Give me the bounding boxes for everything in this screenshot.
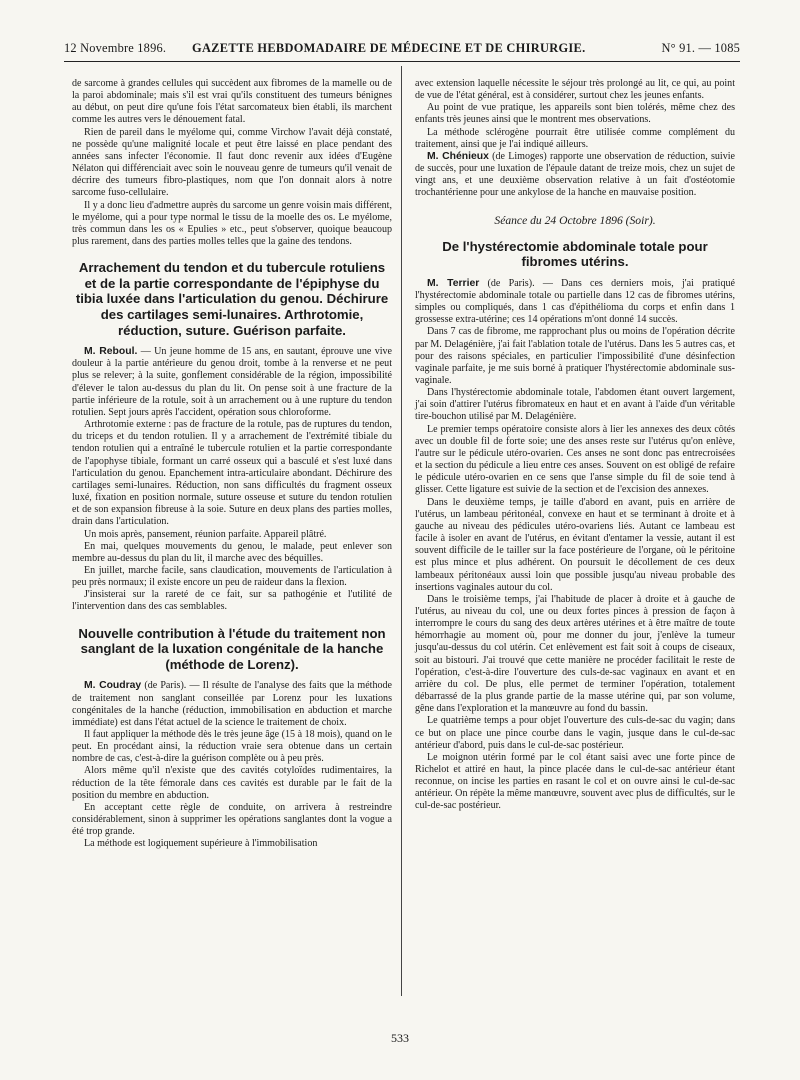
paragraph: Un mois après, pansement, réunion parfaite. Appareil plâtré.	[84, 528, 327, 540]
paragraph-text: — Un jeune homme de 15 ans, en sautant, éprouve une vive douleur à la partie antérieure du genou droit, tombe à la renverse et ne peut plus se relever; à la suite, gonflement considérable de la région, impossibilité d'élever le talon au-dessus du plan du lit. On pense soit à une fracture de la partie inférieure de la rotule, soit à un arrachement ou à une rupture du tendon rotulien. Sept jours après l'accident, opération sous chloroforme.	[72, 346, 392, 418]
left-column	[72, 78, 392, 851]
paragraph: La méthode sclérogène pourrait être utilisée comme complément du traitement, ainsi que je l'ai indiqué ailleurs.	[415, 126, 735, 150]
paragraph: Au point de vue pratique, les appareils sont bien tolérés, même chez des enfants très jeunes ainsi que le montrent mes observations.	[415, 102, 735, 126]
column-divider	[401, 66, 402, 996]
paragraph: J'insisterai sur la rareté de ce fait, sur sa pathogénie et l'utilité de l'intervention dans des cas semblables.	[72, 589, 392, 613]
paragraph-text: (de Paris). — Il résulte de l'analyse des faits que la méthode de traitement non sanglant conseillée par Lorenz pour les luxations congénitales de la hanche (réduction, immobilisation en abduction et marche immédiate) est dans l'état actuel de la science le traitement de choix.	[72, 680, 392, 728]
paragraph: Il faut appliquer la méthode dès le très jeune âge (15 à 18 mois), quand on le peut. En procédant ainsi, la réduction vraie sera obtenue dans un certain nombre de cas, c'est-à-dire la guérison complète ou à peu près.	[72, 729, 392, 765]
author-name: M. Reboul.	[84, 346, 138, 358]
running-header	[64, 38, 740, 60]
paragraph-text: (de Paris). — Dans ces derniers mois, j'ai pratiqué l'hystérectomie abdominale totale ou partielle dans 12 cas de fibromes utérins, simples ou compliqués, dans 1 cas d'épithélioma du corps et enfin dans 1 grossesse extra-utérine; ces 14 opérations m'ont donné 14 succès.	[415, 277, 735, 326]
author-name: M. Chénieux	[427, 150, 489, 162]
author-name: M. Terrier	[427, 277, 480, 289]
paragraph: Il y a donc lieu d'admettre auprès du sarcome un genre voisin mais différent, le myélome, qui a pour type normal le tissu de la moelle des os. Le myélome, très commun dans les os « Epulies » etc., peut s'observer, quoique beaucoup plus rarement, dans des parties molles telles que la gaine des tendons.	[72, 199, 392, 248]
right-column	[415, 78, 735, 813]
paragraph	[415, 151, 735, 200]
paragraph: Alors même qu'il n'existe que des cavités cotyloïdes rudimentaires, la réduction de la tête fémorale dans ces cavités est durable par le fait de la position du membre en abduction.	[72, 765, 392, 801]
paragraph: Dans 7 cas de fibrome, me rapprochant plus ou moins de l'opération décrite par M. Delagénière, j'ai fait l'ablation totale de l'utérus. Dans les 5 autres cas, et pour des raisons spéciales, en particulier l'impossibilité d'une désinfection vaginale parfaite, je me suis borné à pratiquer l'hystérectomie abdominale sus-vaginale.	[415, 326, 735, 386]
paragraph	[72, 346, 392, 419]
session-heading: Séance du 24 Octobre 1896 (Soir).	[494, 213, 656, 227]
paragraph	[415, 278, 735, 327]
paragraph: Dans l'hystérectomie abdominale totale, l'abdomen étant ouvert largement, j'ai soin d'attirer l'utérus fibromateux en haut et en avant à l'aide d'un véritable tire-bouchon utilisé par M. Delagénière.	[415, 387, 735, 423]
paragraph: Rien de pareil dans le myélome qui, comme Virchow l'avait déjà constaté, ne possède qu'une malignité locale et peut être laissé en place pendant des années sans infecter l'économie. Il faut donc revenir aux idées d'Eugène Nélaton qui différenciait avec soin le nouveau genre de tumeurs qu'il venait de décrire des tumeurs fibro-plastiques, nom que l'on donnait alors à notre sarcome fuso-cellulaire.	[72, 126, 392, 199]
paragraph: Arthrotomie externe : pas de fracture de la rotule, pas de ruptures du tendon, du triceps et du tendon rotulien. Il y a arrachement de l'extrémité tibiale du tendon rotulien qui a entraîné le tubercule rotulien et la partie correspondante de l'apophyse tibiale, formant un carré osseux qui a basculé et s'est luxé dans l'articulation du genou. Epanchement intra-articulaire abondant. Déchirure des cartilages semi-lunaires. Réduction, non sans difficultés du fragment osseux luxé, fixation en position normale, suture osseuse et suture du tendon rotulien et de son expansion fibreuse à la soie. Suture en deux plans des parties molles, drain dans l'articulation.	[72, 419, 392, 528]
section-heading-coudray: Nouvelle contribution à l'étude du traitement non sanglant de la luxation congénitale de la hanche (méthode de Lorenz).	[78, 625, 386, 672]
issue-number: N° 91. — 1085	[661, 41, 740, 55]
paragraph: En juillet, marche facile, sans claudication, mouvements de l'articulation à peu près normaux; il existe encore un peu de raideur dans la flexion.	[72, 564, 392, 589]
header-date: 12 Novembre 1896.	[64, 41, 167, 55]
section-heading-terrier: De l'hystérectomie abdominale totale pour fibromes utérins.	[442, 238, 708, 270]
paragraph: Dans le deuxième temps, je taille d'abord en avant, puis en arrière de l'utérus, un lambeau péritonéal, convexe en haut et se terminant à droite et à gauche au niveau des pédicules utéro-ovariens liés. Autant ce lambeau est facile à isoler en avant de l'utérus, en évitant d'entamer la vessie, autant il est souvent difficile de le tailler sur la face postérieure de l'organe, où le péritoine est plus mince et plus adhérent. On poursuit le décollement de ces deux lambeaux péritonéaux aussi loin que possible jusqu'au niveau probable des insertions vaginales autour du col.	[415, 496, 735, 593]
paragraph: Le moignon utérin formé par le col étant saisi avec une forte pince de Richelot et attiré en haut, la pince placée dans le cul-de-sac antérieur étant reconnue, on incise les parties en rasant le col et on ouvre ainsi le cul-de-sac antérieur. On répète la même manœuvre, souvent avec plus de difficultés, sur le cul-de-sac postérieur.	[415, 751, 735, 812]
author-name: M. Coudray	[84, 680, 142, 692]
page-number: 533	[391, 1031, 409, 1045]
paragraph: de sarcome à grandes cellules qui succèdent aux fibromes de la mamelle ou de la paroi abdominale; mais s'il est vrai qu'ils constituent des tumeurs bénignes au début, on peut dire qu'une fois l'état sarcomateux bien établi, ils marchent comme les autres vers le dénouement fatal.	[72, 78, 392, 126]
section-heading-reboul: Arrachement du tendon et du tubercule rotuliens et de la partie correspondante de l'épiphyse du tibia luxée dans l'articulation du genou. Déchirure des cartilages semi-lunaires. Arthrotomie, réduction, suture. Guérison parfaite.	[75, 260, 389, 338]
paragraph-text: (de Limoges) rapporte une observation de réduction, suivie de succès, pour une luxation de l'épaule datant de treize mois, chez un sujet de vingt ans, et une deuxième observation relative à un fait d'ostéotomie trochantérienne pour une ankylose de la hanche en mauvaise position.	[415, 150, 735, 199]
paragraph	[72, 680, 392, 729]
header-rule	[64, 61, 740, 62]
paragraph: avec extension laquelle nécessite le séjour très prolongé au lit, ce qui, au point de vue de l'état général, est à considérer, surtout chez les jeunes enfants.	[415, 78, 735, 102]
paragraph: La méthode est logiquement supérieure à l'immobilisation	[84, 838, 318, 850]
paragraph: Dans le troisième temps, j'ai l'habitude de placer à droite et à gauche de l'utérus, au niveau du col, une ou deux fortes pinces à pression de façon à interrompre le cours du sang des deux artères utérines et à être maître de toute hémorrhagie au moment où, pour me donner du jour, j'enlève la tumeur jusqu'au-dessus du col utérin. Cet enlèvement est fait soit à coups de ciseaux, soit au bistouri. J'ai trouvé que cette manière ne procéder facilitait le reste de l'opération, c'est-à-dire l'ouverture des culs-de-sac vaginaux en avant et en arrière du col. De plus, elle permet de terminer l'opération, totalement débarrassé de la plus grande partie de la masse utérine qui, par son volume, gêne dans l'exploration et la manœuvre au fond du bassin.	[415, 593, 735, 715]
paragraph: En acceptant cette règle de conduite, on arrivera à restreindre considérablement, sinon à supprimer les opérations sanglantes dont la vogue a été trop grande.	[72, 801, 392, 838]
journal-title: GAZETTE HEBDOMADAIRE DE MÉDECINE ET DE CHIRURGIE.	[192, 41, 586, 55]
paragraph: Le quatrième temps a pour objet l'ouverture des culs-de-sac du vagin; dans ce but on place une pince courbe dans le vagin, jusque dans le cul-de-sac antérieur d'abord, puis dans le cul-de-sac postérieur.	[415, 715, 735, 751]
paragraph: Le premier temps opératoire consiste alors à lier les annexes des deux côtés avec un double fil de forte soie; une des anses reste sur l'utérus qu'on enlève, l'autre sur le pédicule utéro-ovarien. Ces anses ne sont donc pas entrecroisées et la section du pédicule a lieu entre ces anses. Souvent on est obligé de refaire le pédicule utéro-ovarien en ce sens que l'anse simple du fil de soie tend à glisser. Cette ligature est suivie de la section et de l'excision des annexes.	[415, 423, 735, 496]
paragraph: En mai, quelques mouvements du genou, le malade, peut enlever son membre au-dessus du plan du lit, il marche avec des béquilles.	[72, 540, 392, 564]
